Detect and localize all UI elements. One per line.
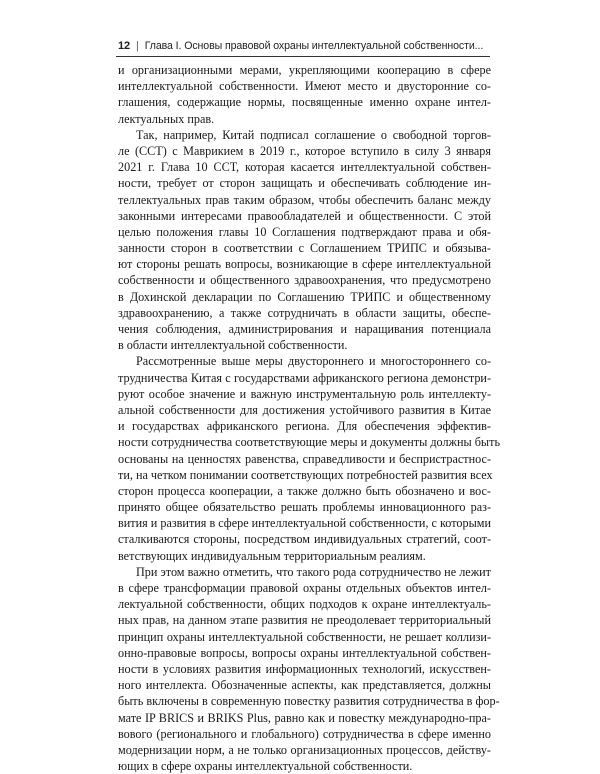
text-line: основаны на ценностях равенства, справедливости и беспристрастнос-	[118, 451, 491, 466]
text-line: вового (регионального и глобального) сотрудничества в сфере именно	[118, 726, 491, 741]
text-line: альной собственности для достижения устойчивого развития в Китае	[118, 402, 491, 417]
text-line: онно-правовые вопросы, вопросы охраны интеллектуальной собствен-	[118, 645, 491, 660]
text-line: ности сотрудничества соответствующие меры и документы должны быть	[118, 435, 501, 450]
text-line: сталкиваются стороны, посредством индивидуальных стратегий, соот-	[118, 532, 491, 547]
text-line: быть включены в современную повестку развития сотрудничества в фор-	[118, 694, 500, 709]
text-line: целью положения главы 10 Соглашения подтверждают права и обя-	[118, 224, 491, 239]
text-line: собственности и общественного здравоохранения, что предусмотрено	[118, 273, 491, 288]
chapter-title: Глава I. Основы правовой охраны интеллектуальной собственности...	[144, 40, 484, 52]
text-line: глашения, содержащие нормы, посвященные именно охране интел-	[118, 95, 491, 110]
text-line: ле (ССТ) с Маврикием в 2019 г., которое вступило в силу 3 января	[118, 143, 491, 158]
text-line: в области интеллектуальной собственности.	[118, 338, 348, 353]
text-line: ности, требует от сторон защищать и обеспечивать соблюдение ин-	[118, 176, 491, 191]
paragraph	[118, 564, 500, 774]
text-line: принято общее обязательство решать проблемы инновационного раз-	[118, 500, 491, 515]
text-line: ти, на четком понимании соответствующих потребностей развития всех	[118, 467, 493, 482]
paragraph	[118, 62, 491, 127]
text-line: Рассмотренные выше меры двустороннего и многостороннего со-	[136, 354, 491, 369]
text-line: чения соблюдения, администрирования и наращивания потенциала	[118, 322, 491, 336]
text-line: ветствующих индивидуальным территориальным реалиям.	[118, 548, 426, 563]
header-separator: |	[136, 40, 139, 52]
text-line: в Дохинской декларации по Соглашению ТРИПС и общественному	[118, 289, 491, 304]
text-line: здравоохранению, а также сотрудничать в области защиты, обеспе-	[118, 305, 491, 320]
text-line: лектуальных прав.	[118, 111, 215, 126]
page-number: 12	[118, 40, 131, 52]
paragraph	[118, 127, 491, 354]
text-line: мате IP BRICS и BRIKS Plus, равно как и повестку международно-пра-	[118, 710, 491, 725]
text-line: и государствах африканского региона. Для обеспечения эффектив-	[118, 419, 491, 434]
text-line: трудничества Китая с государствами африканского региона демонстри-	[118, 370, 491, 385]
text-line: ют стороны решать вопросы, возникающие в сфере интеллектуальной	[118, 257, 491, 272]
text-line: ющих в сфере охраны интеллектуальной собственности.	[118, 759, 413, 774]
header-rule	[116, 56, 490, 57]
running-header	[118, 40, 486, 52]
text-line: занности сторон в соответствии с Соглашением ТРИПС и обязыва-	[118, 241, 491, 256]
text-line: в сфере трансформации правовой охраны отдельных объектов интел-	[118, 581, 491, 595]
text-line: ного интеллекта. Обозначенные аспекты, как представляется, должны	[118, 678, 491, 693]
paragraph	[118, 353, 501, 563]
text-line: модернизации норм, а не только организационных процессов, действу-	[118, 742, 491, 757]
text-line: законными интересами правообладателей и общественности. С этой	[118, 208, 491, 223]
text-line: ных прав, на данном этапе развития не преодолевает территориальный	[118, 613, 491, 628]
text-line: принцип охраны интеллектуальной собственности, не решает коллизи-	[118, 629, 491, 644]
text-line: Так, например, Китай подписал соглашение о свободной торгов-	[136, 127, 491, 142]
text-line: теллектуальных прав таким образом, чтобы обеспечить баланс между	[118, 192, 491, 207]
text-line: руют особое значение и важную инструментальную роль интеллекту-	[118, 386, 491, 401]
body-text	[118, 62, 501, 774]
text-line: ности в условиях развития информационных технологий, искусствен-	[118, 661, 491, 676]
text-line: При этом важно отметить, что такого рода сотрудничество не лежит	[136, 564, 491, 579]
text-line: и организационными мерами, укрепляющими кооперацию в сфере	[118, 63, 491, 77]
text-line: 2021 г. Глава 10 ССТ, которая касается интеллектуальной собствен-	[118, 160, 491, 175]
text-line: интеллектуальной собственности. Имеют место и двусторонние со-	[118, 79, 491, 94]
text-line: лектуальной собственности, общих подходов к охране интеллектуаль-	[118, 597, 491, 612]
text-line: вития и развития в сфере интеллектуальной собственности, с которыми	[118, 516, 492, 531]
text-line: сторон процесса кооперации, а также должно быть обозначено и вос-	[118, 483, 491, 498]
